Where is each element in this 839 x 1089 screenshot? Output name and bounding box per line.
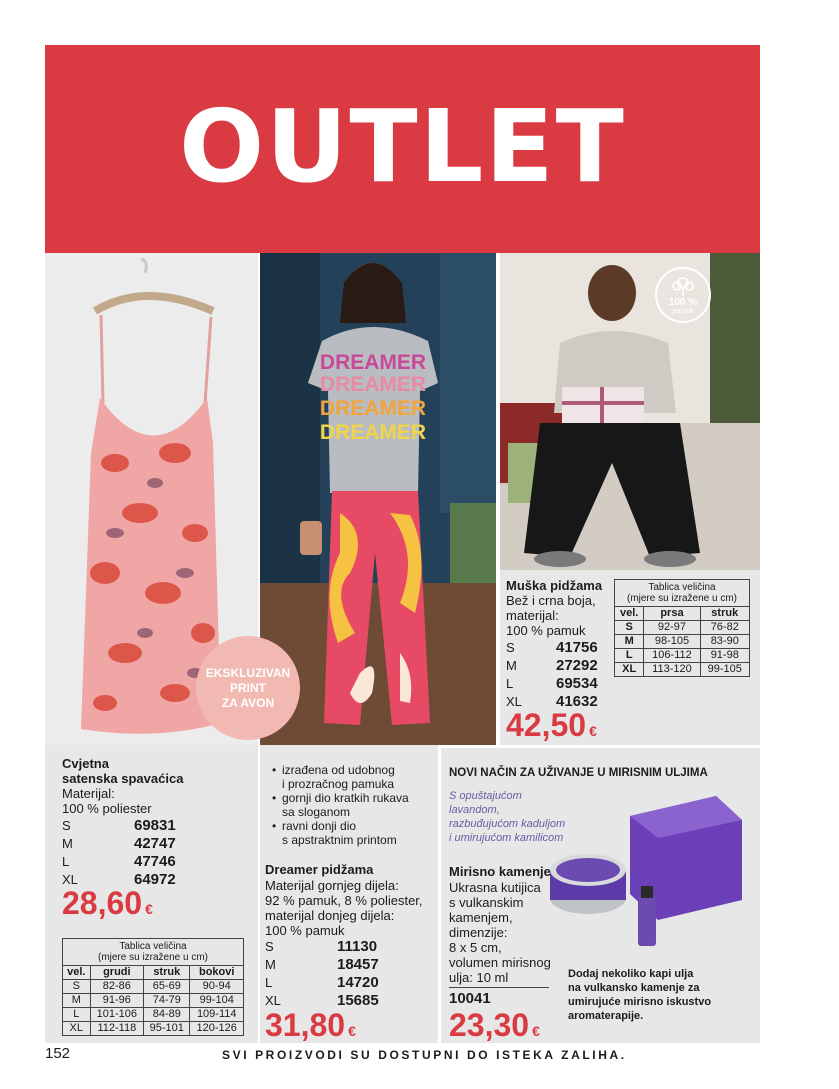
- table-cell: 101-106: [90, 1008, 144, 1022]
- stone-tip-line: aromaterapije.: [568, 1010, 644, 1022]
- table-header: vel.: [63, 966, 91, 980]
- shirt-word-3: DREAMER: [319, 397, 427, 420]
- nightgown-name-line-1: Cvjetna: [62, 756, 109, 771]
- product-code: 15685: [337, 991, 379, 1009]
- table-row: [615, 663, 750, 677]
- code-row: [62, 834, 176, 852]
- cotton-label: pamuk: [672, 308, 694, 315]
- product-code: 42747: [134, 834, 176, 852]
- table-cell: M: [615, 635, 644, 649]
- product-code: 27292: [556, 656, 598, 674]
- code-size: L: [506, 675, 514, 691]
- code-row: [265, 955, 379, 973]
- table-cell: 112-118: [90, 1022, 144, 1036]
- stone-desc-line: Ukrasna kutijica: [449, 880, 541, 895]
- table-header: vel.: [615, 607, 644, 621]
- table-cell: 83-90: [700, 635, 749, 649]
- code-row: [62, 816, 176, 834]
- shirt-word-2: DREAMER: [319, 373, 427, 396]
- stone-heading: NOVI NAČIN ZA UŽIVANJE U MIRISNIM ULJIMA: [449, 767, 708, 779]
- table-cell: L: [63, 1008, 91, 1022]
- table-cell: 95-101: [144, 1022, 190, 1036]
- dreamer-desc-line: 100 % pamuk: [265, 923, 345, 938]
- table-caption-line-1: Tablica veličina: [119, 941, 187, 952]
- dreamer-desc: [265, 878, 423, 938]
- table-header: prsa: [644, 607, 700, 621]
- table-caption-line-2: (mjere su izražene u cm): [97, 952, 209, 963]
- price-value: 42,50: [506, 707, 587, 743]
- table-cell: 99-104: [190, 994, 244, 1008]
- stone-desc-line: ulja: 10 ml: [449, 970, 509, 985]
- bullet-line: s apstraktnim printom: [282, 833, 397, 847]
- code-size: XL: [265, 992, 281, 1008]
- table-cell: 65-69: [144, 980, 190, 994]
- product-code: 41632: [556, 692, 598, 710]
- bullet-item: [272, 791, 409, 819]
- dreamer-name: Dreamer pidžama: [265, 862, 374, 877]
- nightgown-size-table: [62, 938, 244, 1036]
- price-currency: €: [589, 723, 597, 739]
- dreamer-desc-line: Materijal gornjeg dijela:: [265, 878, 399, 893]
- stone-tip-line: na vulkansko kamenje za: [568, 982, 700, 994]
- code-row: [265, 937, 379, 955]
- code-size: M: [62, 835, 73, 851]
- price-value: 23,30: [449, 1007, 530, 1043]
- product-code: 47746: [134, 852, 176, 870]
- product-code: 14720: [337, 973, 379, 991]
- availability-note: SVI PROIZVODI SU DOSTUPNI DO ISTEKA ZALIHA.: [222, 1048, 627, 1062]
- badge-line-2: PRINT: [230, 680, 266, 695]
- stone-photo: [548, 790, 748, 960]
- badge-line-1: EKSKLUZIVAN: [205, 665, 291, 680]
- exclusive-print-badge: [196, 636, 300, 740]
- mens-desc-line: 100 % pamuk: [506, 623, 586, 638]
- table-cell: 106-112: [644, 649, 700, 663]
- stone-code: 10041: [449, 990, 491, 1007]
- code-size: M: [265, 956, 276, 972]
- dreamer-price: [265, 1008, 356, 1048]
- cotton-badge: [655, 267, 711, 323]
- price-value: 31,80: [265, 1007, 346, 1043]
- product-code: 69534: [556, 674, 598, 692]
- table-cell: 98-105: [644, 635, 700, 649]
- stone-divider: [449, 987, 549, 988]
- mens-codes: [506, 638, 598, 710]
- price-currency: €: [532, 1023, 540, 1039]
- mens-desc-line: materijal:: [506, 608, 559, 623]
- table-header: struk: [144, 966, 190, 980]
- table-cell: 120-126: [190, 1022, 244, 1036]
- table-row: [63, 1022, 244, 1036]
- stone-tip-line: Dodaj nekoliko kapi ulja: [568, 968, 694, 980]
- bullet-item: [272, 819, 409, 847]
- nightgown-name-line-2: satenska spavaćica: [62, 771, 184, 786]
- code-row: [506, 674, 598, 692]
- table-cell: L: [615, 649, 644, 663]
- mens-size-table: [614, 579, 750, 677]
- cotton-percent: 100 %: [668, 297, 698, 308]
- table-cell: 91-98: [700, 649, 749, 663]
- table-cell: S: [615, 621, 644, 635]
- product-code: 11130: [337, 937, 378, 955]
- stone-price: [449, 1008, 540, 1048]
- bullet-line: • ravni donji dio: [282, 819, 357, 833]
- bullet-line: • izrađena od udobnog: [282, 763, 395, 777]
- table-row: [63, 1008, 244, 1022]
- product-code: 64972: [134, 870, 176, 888]
- stone-desc: [449, 880, 551, 985]
- code-size: S: [265, 938, 274, 954]
- bullet-item: [272, 763, 409, 791]
- nightgown-name: [62, 756, 183, 786]
- stone-desc-line: kamenjem,: [449, 910, 513, 925]
- stone-desc-line: volumen mirisnog: [449, 955, 551, 970]
- table-header: bokovi: [190, 966, 244, 980]
- product-code: 69831: [134, 816, 176, 834]
- stone-name: Mirisno kamenje: [449, 864, 551, 879]
- product-code: 41756: [556, 638, 598, 656]
- dreamer-codes: [265, 937, 379, 1009]
- table-cell: XL: [63, 1022, 91, 1036]
- stone-italic-line: S opuštajućom: [449, 790, 522, 802]
- table-cell: 74-79: [144, 994, 190, 1008]
- badge-line-3: ZA AVON: [221, 695, 275, 710]
- table-cell: 90-94: [190, 980, 244, 994]
- table-caption-line-1: Tablica veličina: [648, 582, 716, 593]
- code-size: XL: [62, 871, 78, 887]
- mens-desc-line: Bež i crna boja,: [506, 593, 596, 608]
- table-header-row: [615, 607, 750, 621]
- code-size: M: [506, 657, 517, 673]
- shirt-word-1: DREAMER: [319, 351, 427, 374]
- table-caption-line-2: (mjere su izražene u cm): [626, 593, 738, 604]
- code-size: L: [265, 974, 273, 990]
- nightgown-desc: [62, 786, 152, 816]
- bullet-line: sa sloganom: [282, 805, 351, 819]
- price-currency: €: [145, 901, 153, 917]
- stone-desc-line: s vulkanskim: [449, 895, 524, 910]
- table-row: [615, 621, 750, 635]
- table-row: [63, 980, 244, 994]
- code-row: [506, 638, 598, 656]
- dreamer-desc-line: 92 % pamuk, 8 % poliester,: [265, 893, 423, 908]
- code-size: S: [62, 817, 71, 833]
- table-cell: 92-97: [644, 621, 700, 635]
- product-code: 18457: [337, 955, 379, 973]
- table-header: grudi: [90, 966, 144, 980]
- table-header-row: [63, 966, 244, 980]
- table-cell: 109-114: [190, 1008, 244, 1022]
- table-cell: 99-105: [700, 663, 749, 677]
- stone-tip: [568, 967, 711, 1023]
- table-cell: 84-89: [144, 1008, 190, 1022]
- bullet-line: • gornji dio kratkih rukava: [282, 791, 409, 805]
- table-row: [615, 635, 750, 649]
- table-row: [63, 994, 244, 1008]
- nightgown-codes: [62, 816, 176, 888]
- price-currency: €: [348, 1023, 356, 1039]
- mens-name: Muška pidžama: [506, 578, 603, 593]
- page-number: 152: [45, 1045, 71, 1062]
- cotton-icon: [657, 271, 709, 299]
- banner-title: OUTLET: [179, 88, 626, 205]
- dreamer-desc-line: materijal donjeg dijela:: [265, 908, 395, 923]
- table-cell: 91-96: [90, 994, 144, 1008]
- table-cell: 113-120: [644, 663, 700, 677]
- table-cell: XL: [615, 663, 644, 677]
- stone-desc-line: dimenzije:: [449, 925, 508, 940]
- code-size: XL: [506, 693, 522, 709]
- dreamer-bullets: [272, 763, 409, 847]
- mens-price: [506, 708, 597, 748]
- table-header: struk: [700, 607, 749, 621]
- stone-italic-line: razbuđujućom kaduljom: [449, 818, 566, 830]
- table-row: [615, 649, 750, 663]
- table-caption-row: [615, 580, 750, 607]
- mens-desc: [506, 593, 596, 638]
- table-cell: S: [63, 980, 91, 994]
- stone-italic-line: lavandom,: [449, 804, 500, 816]
- table-caption-row: [63, 939, 244, 966]
- price-value: 28,60: [62, 885, 143, 921]
- bullet-line: i prozračnog pamuka: [282, 777, 395, 791]
- code-row: [265, 973, 379, 991]
- table-cell: 76-82: [700, 621, 749, 635]
- shirt-word-4: DREAMER: [319, 421, 427, 444]
- nightgown-desc-line-2: 100 % poliester: [62, 801, 152, 816]
- nightgown-price: [62, 886, 153, 926]
- mens-photo: [500, 253, 760, 570]
- table-cell: M: [63, 994, 91, 1008]
- code-row: [62, 852, 176, 870]
- stone-tip-line: umirujuće mirisno iskustvo: [568, 996, 712, 1008]
- nightgown-desc-line-1: Materijal:: [62, 786, 115, 801]
- stone-italic-line: i umirujućom kamilicom: [449, 832, 564, 844]
- code-row: [506, 656, 598, 674]
- code-size: S: [506, 639, 515, 655]
- code-size: L: [62, 853, 70, 869]
- outlet-banner: [45, 45, 760, 253]
- table-cell: 82-86: [90, 980, 144, 994]
- stone-desc-line: 8 x 5 cm,: [449, 940, 502, 955]
